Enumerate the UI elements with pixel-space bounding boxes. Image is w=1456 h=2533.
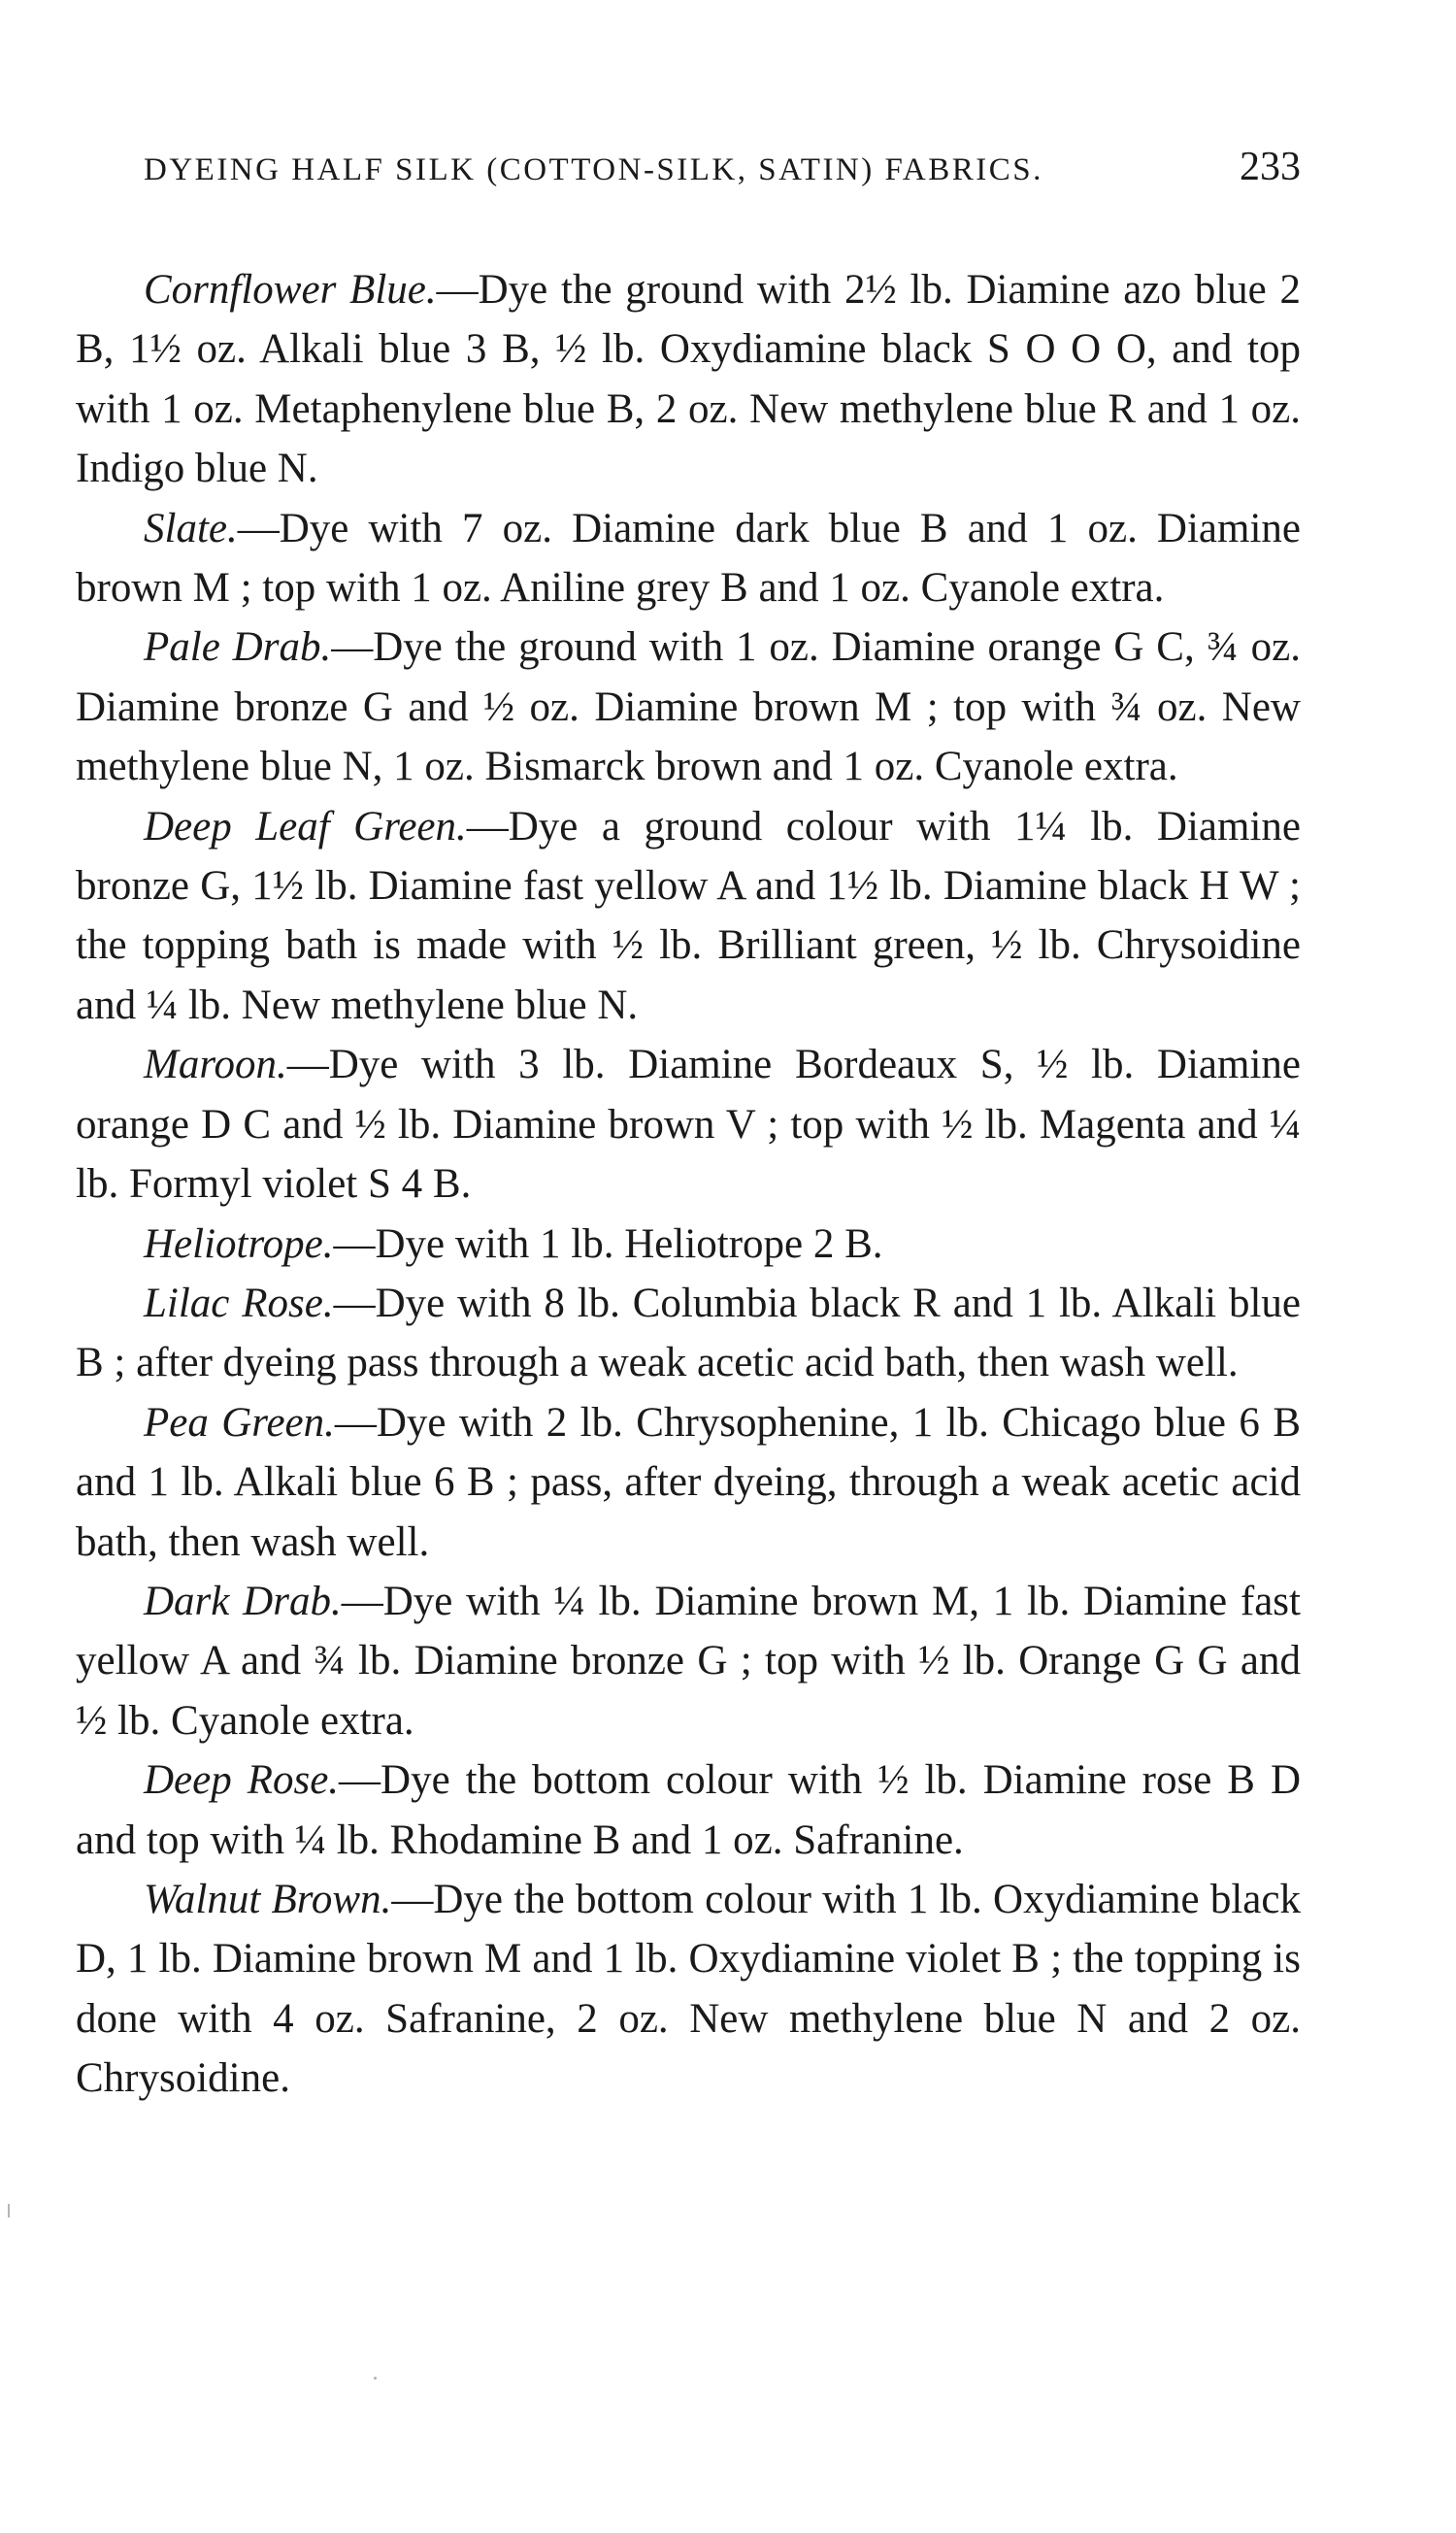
running-title: DYEING HALF SILK (COTTON-SILK, SATIN) FABRICS.	[144, 152, 1043, 187]
recipe-text: —Dye the bottom colour with 1 lb. Oxydiamine black D, 1 lb. Diamine brown M and 1 lb. Oxydiamine violet B ; the topping is done with 4 oz. Safranine, 2 oz. New methylene blue N and 2 oz. Chrysoidine.	[76, 1876, 1301, 2102]
recipe-text: —Dye the ground with 1 oz. Diamine orange G C, ¾ oz. Diamine bronze G and ½ oz. Diamine brown M ; top with ¾ oz. New methylene blue N, 1 oz. Bismarck brown and 1 oz. Cyanole extra.	[76, 624, 1301, 790]
recipe-text: —Dye with 1 lb. Heliotrope 2 B.	[333, 1220, 883, 1267]
recipe-title: Pea Green.	[144, 1399, 335, 1446]
recipe-title: Maroon.	[144, 1042, 287, 1088]
recipe-list	[76, 260, 1301, 2109]
running-head	[76, 144, 1301, 212]
recipe-entry	[76, 1572, 1301, 1750]
recipe-title: Lilac Rose.	[144, 1280, 334, 1326]
recipe-text: —Dye with 8 lb. Columbia black R and 1 lb. Alkali blue B ; after dyeing pass through a weak acetic acid bath, then wash well.	[76, 1280, 1301, 1386]
recipe-text: —Dye with ¼ lb. Diamine brown M, 1 lb. Diamine fast yellow A and ¾ lb. Diamine bronze G ; top with ½ lb. Orange G G and ½ lb. Cyanole extra.	[76, 1578, 1301, 1744]
recipe-title: Slate.	[144, 505, 238, 551]
recipe-entry	[76, 797, 1301, 1036]
recipe-entry	[76, 1035, 1301, 1214]
recipe-title: Dark Drab.	[144, 1578, 342, 1624]
recipe-text: —Dye the bottom colour with ½ lb. Diamine rose B D and top with ¼ lb. Rhodamine B and 1 oz. Safranine.	[76, 1757, 1301, 1863]
recipe-text: —Dye a ground colour with 1¼ lb. Diamine bronze G, 1½ lb. Diamine fast yellow A and 1½ lb. Diamine black H W ; the topping bath is made with ½ lb. Brilliant green, ½ lb. Chrysoidine and ¼ lb. New methylene blue N.	[76, 803, 1301, 1028]
recipe-entry	[76, 1393, 1301, 1572]
recipe-entry	[76, 1870, 1301, 2109]
recipe-title: Cornflower Blue.	[144, 267, 437, 313]
book-page	[76, 144, 1301, 2109]
recipe-entry	[76, 499, 1301, 618]
recipe-entry	[76, 260, 1301, 499]
recipe-title: Walnut Brown.	[144, 1876, 392, 1922]
recipe-entry	[76, 1274, 1301, 1393]
recipe-text: —Dye with 3 lb. Diamine Bordeaux S, ½ lb. Diamine orange D C and ½ lb. Diamine brown V ; top with ½ lb. Magenta and ¼ lb. Formyl violet S 4 B.	[76, 1042, 1301, 1208]
page-number: 233	[1240, 145, 1301, 189]
recipe-text: —Dye the ground with 2½ lb. Diamine azo blue 2 B, 1½ oz. Alkali blue 3 B, ½ lb. Oxydiamine black S O O O, and top with 1 oz. Metaphenylene blue B, 2 oz. New methylene blue R and 1 oz. Indigo blue N.	[76, 267, 1301, 492]
recipe-title: Deep Leaf Green.	[144, 803, 467, 850]
recipe-entry	[76, 1215, 1301, 1274]
recipe-title: Deep Rose.	[144, 1757, 340, 1804]
recipe-text: —Dye with 2 lb. Chrysophenine, 1 lb. Chicago blue 6 B and 1 lb. Alkali blue 6 B ; pass, after dyeing, through a weak acetic acid bath, then wash well.	[76, 1399, 1302, 1565]
recipe-text: —Dye with 7 oz. Diamine dark blue B and 1 oz. Diamine brown M ; top with 1 oz. Aniline grey B and 1 oz. Cyanole extra.	[76, 505, 1301, 612]
recipe-entry	[76, 1750, 1301, 1870]
margin-mark	[8, 2204, 10, 2217]
recipe-title: Heliotrope.	[144, 1220, 334, 1267]
dot-mark	[374, 2377, 377, 2380]
recipe-title: Pale Drab.	[144, 624, 332, 671]
recipe-entry	[76, 617, 1301, 796]
